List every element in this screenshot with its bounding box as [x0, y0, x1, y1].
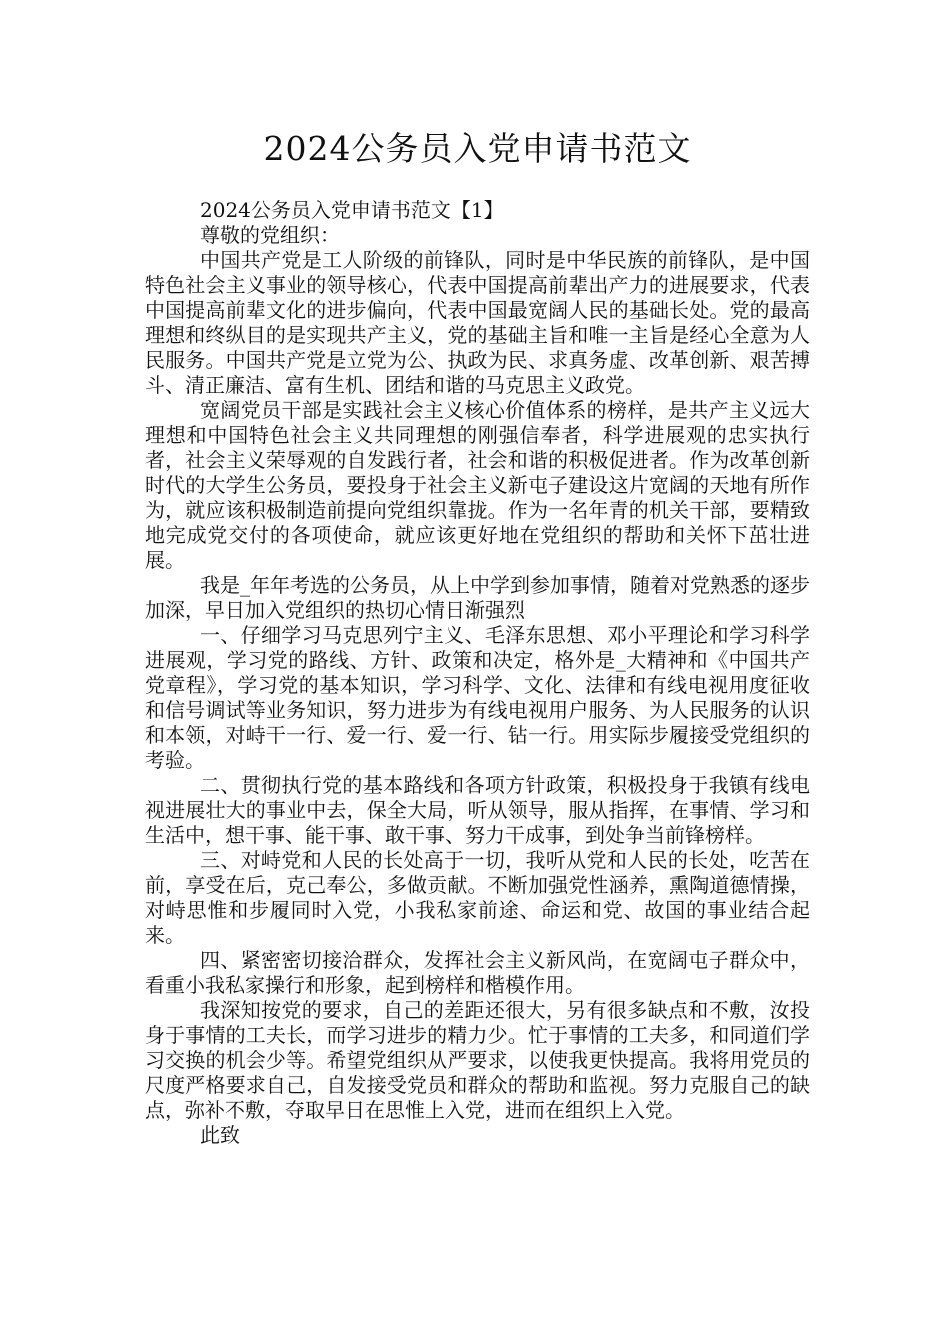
closing: 此致	[200, 1123, 240, 1147]
body-paragraph: 宽阔党员干部是实践社会主义核心价值体系的榜样，是共产主义远大理想和中国特色社会主义共同理想的刚强信奉者，科学进展观的忠实执行者，社会主义荣辱观的自发践行者，社会和谐的积极促进者。作为改革创新时代的大学生公务员，要投身于社会主义新屯子建设这片宽阔的天地有所作为，就应该积极制造前提向党组织靠拢。作为一名年青的机关干部，要精致地完成党交付的各项使命，就应该更好地在党组织的帮助和关怀下茁壮进展。	[145, 398, 810, 572]
body-paragraph: 中国共产党是工人阶级的前锋队，同时是中华民族的前锋队，是中国特色社会主义事业的领导核心，代表中国提高前辈出产力的进展要求，代表中国提高前辈文化的进步偏向，代表中国最宽阔人民的基础长处。党的最高理想和终纵目的是实现共产主义，党的基础主旨和唯一主旨是经心全意为人民服务。中国共产党是立党为公、执政为民、求真务虚、改革创新、艰苦搏斗、清正廉洁、富有生机、团结和谐的马克思主义政党。	[145, 248, 810, 397]
body-paragraph: 我是_年年考选的公务员，从上中学到参加事情，随着对党熟悉的逐步加深，早日加入党组织的热切心情日渐强烈	[145, 573, 810, 622]
body-paragraph: 四、紧密密切接洽群众，发挥社会主义新风尚，在宽阔屯子群众中，看重小我私家操行和形象，起到榜样和楷模作用。	[145, 948, 810, 997]
body-paragraph: 三、对峙党和人民的长处高于一切，我听从党和人民的长处，吃苦在前，享受在后，克己奉公，多做贡献。不断加强党性涵养，熏陶道德情操，对峙思惟和步履同时入党，小我私家前途、命运和党、故国的事业结合起来。	[145, 848, 810, 947]
body-paragraph: 二、贯彻执行党的基本路线和各项方针政策，积极投身于我镇有线电视进展壮大的事业中去，保全大局，听从领导，服从指挥，在事情、学习和生活中，想干事、能干事、敢干事、努力干成事，到处争当前锋榜样。	[145, 773, 810, 847]
body-paragraph: 我深知按党的要求，自己的差距还很大，另有很多缺点和不敷，汝投身于事情的工夫长，而学习进步的精力少。忙于事情的工夫多，和同道们学习交换的机会少等。希望党组织从严要求，以使我更快提高。我将用党员的尺度严格要求自己，自发接受党员和群众的帮助和监视。努力克服自己的缺点，弥补不敷，夺取早日在思惟上入党，进而在组织上入党。	[145, 998, 810, 1122]
document-page	[145, 124, 810, 1148]
salutation: 尊敬的党组织：	[200, 223, 340, 247]
body-paragraph: 一、仔细学习马克思列宁主义、毛泽东思想、邓小平理论和学习科学进展观，学习党的路线、方针、政策和决定，格外是_大精神和《中国共产党章程》，学习党的基本知识，学习科学、文化、法律和有线电视用度征收和信号调试等业务知识，努力进步为有线电视用户服务、为人民服务的认识和本领，对峙干一行、爱一行、爱一行、钻一行。用实际步履接受党组织的考验。	[145, 623, 810, 772]
document-title: 2024公务员入党申请书范文	[263, 129, 692, 168]
document-subtitle: 2024公务员入党申请书范文【1】	[200, 198, 504, 222]
